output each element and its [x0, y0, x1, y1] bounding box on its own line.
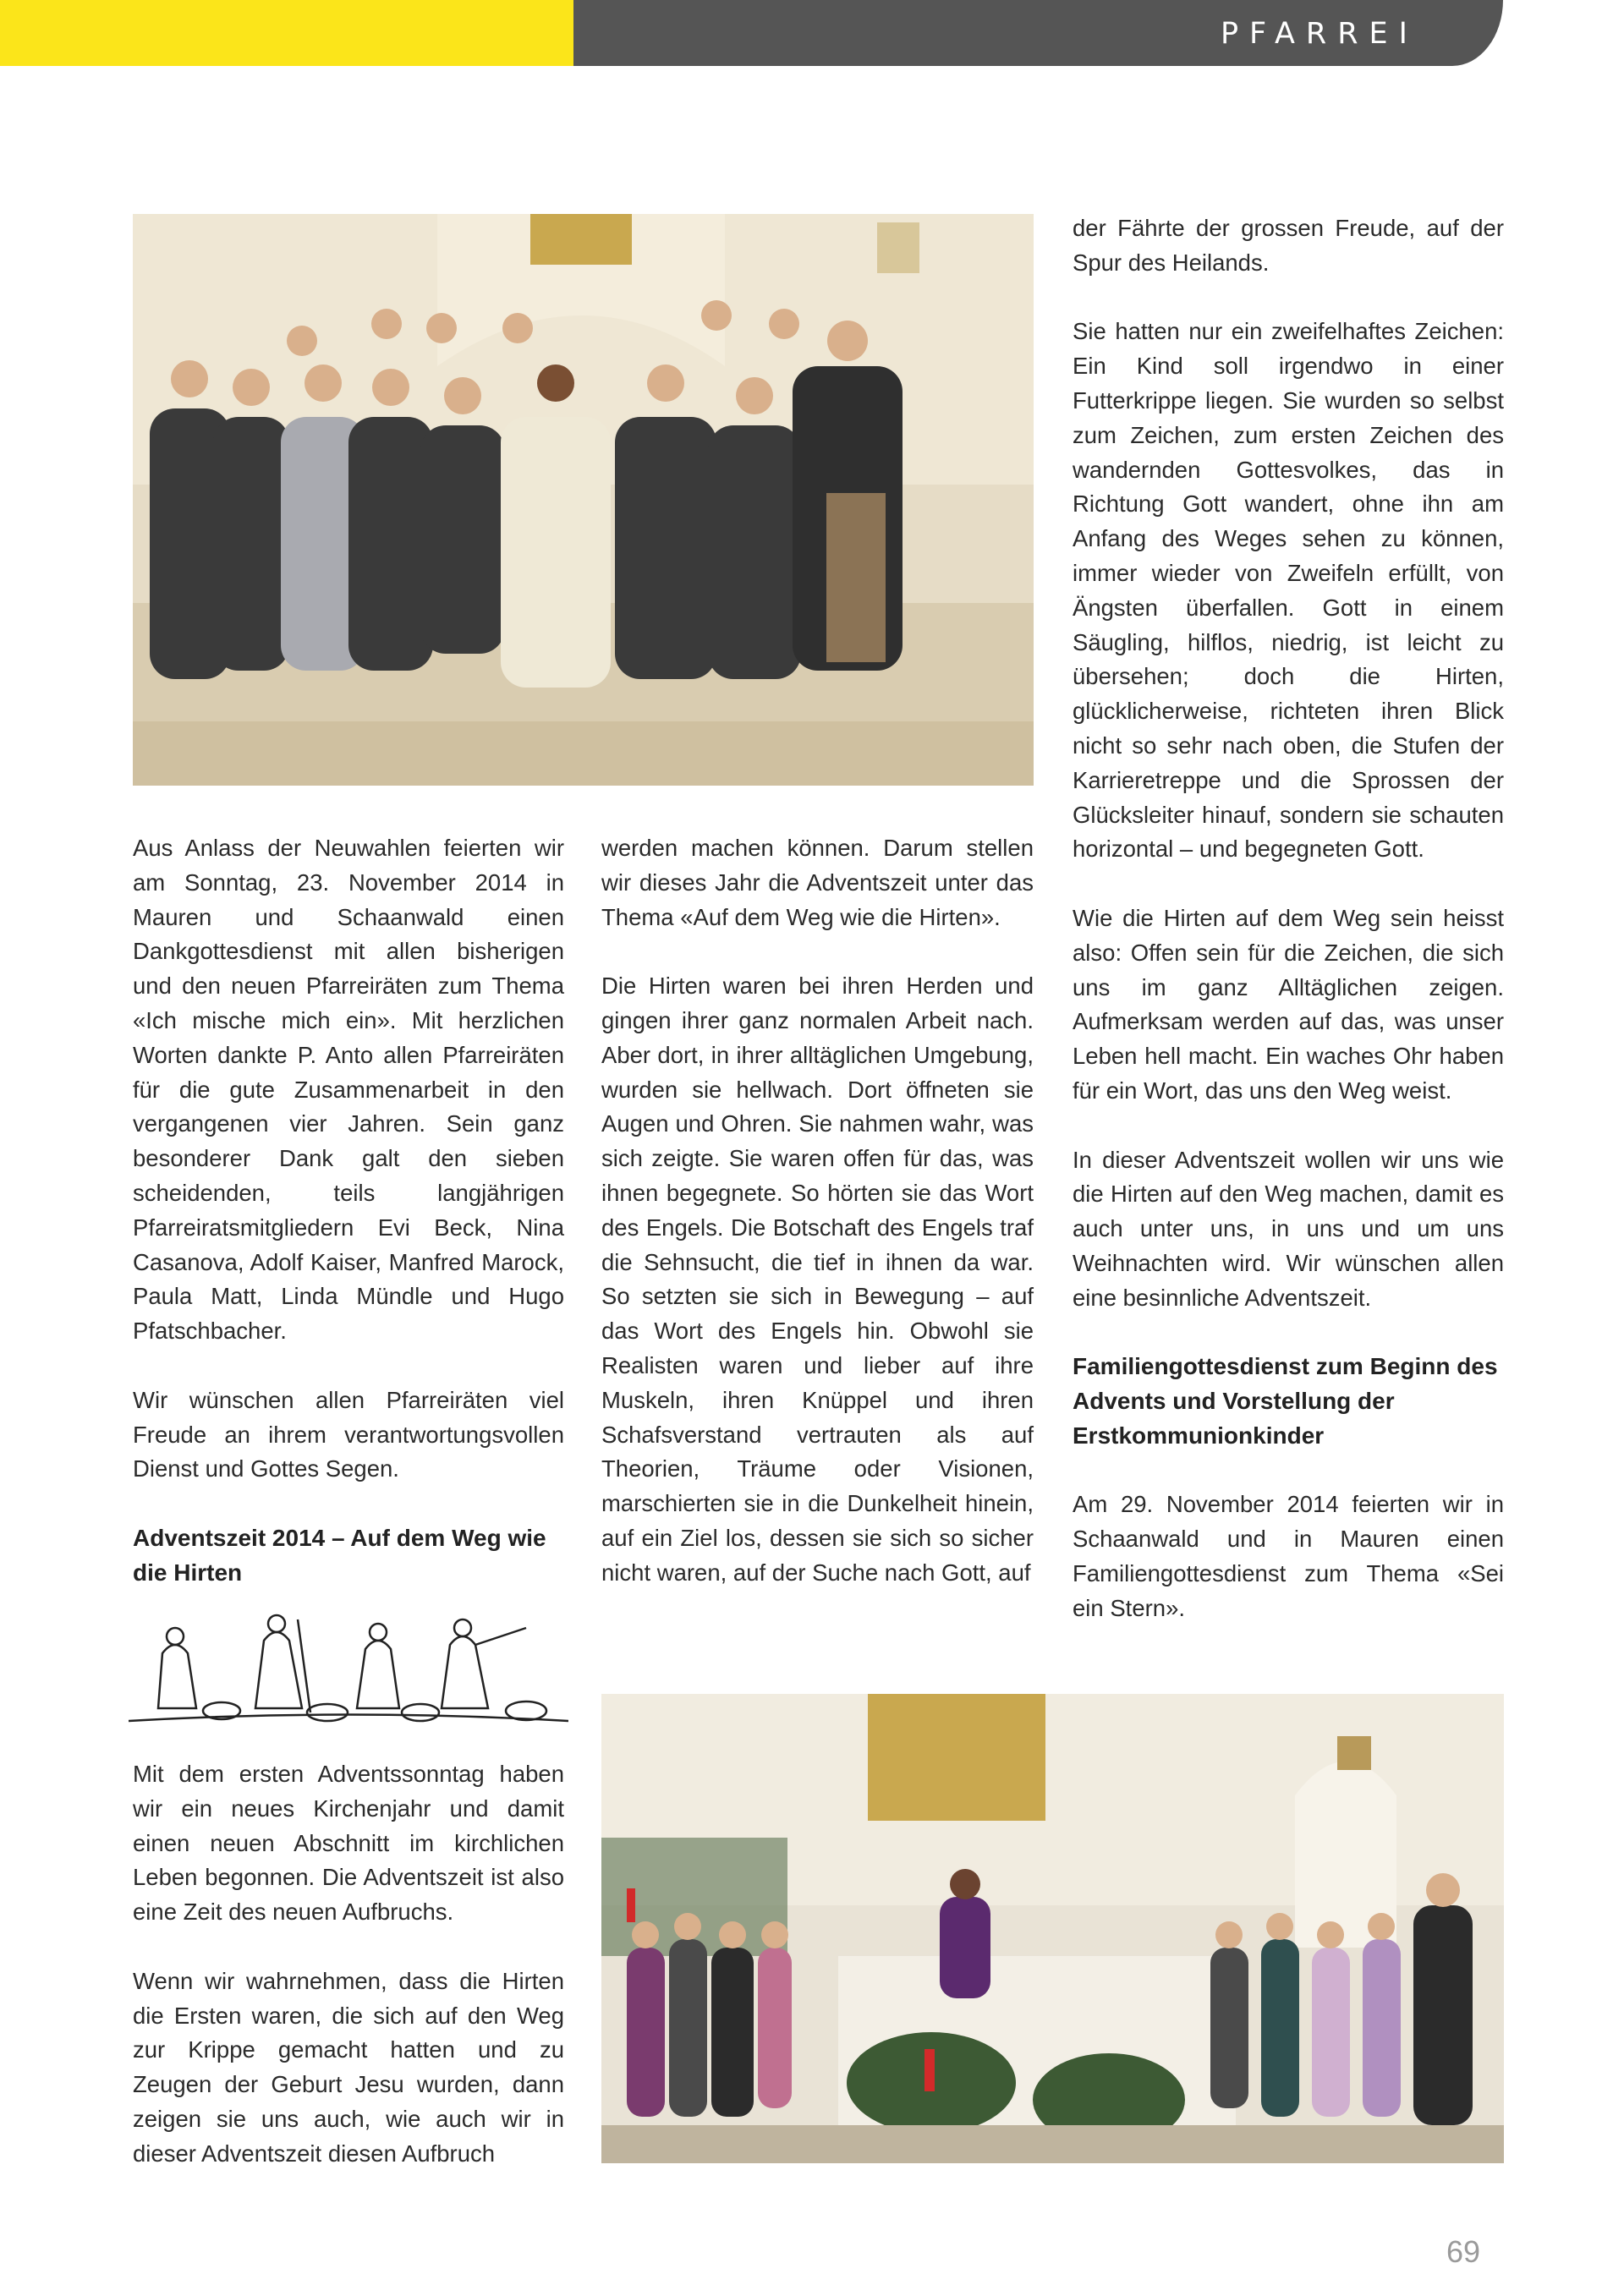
group-photo [133, 214, 1034, 786]
paragraph: der Fährte der grossen Freude, auf der Spur des Heilands. [1073, 215, 1504, 276]
shepherds-illustration [129, 1611, 568, 1729]
column-1-top [133, 831, 564, 1625]
children-altar-photo [601, 1694, 1504, 2163]
paragraph: Wenn wir wahrnehmen, dass die Hirten die Ersten waren, die sich auf den Weg zur Krippe gemacht hatten und zu Zeugen der Geburt Jesu wurden, dann zeigen sie uns auch, wie auch wir in dieser Adventszeit diesen Aufbruch [133, 1967, 564, 2167]
paragraph: werden machen können. Darum stellen wir dieses Jahr die Adventszeit unter das Thema «Auf dem Weg wie die Hirten». [601, 835, 1034, 930]
paragraph: Wie die Hirten auf dem Weg sein heisst also: Offen sein für die Zeichen, die sich uns im ganz Alltäglichen zeigen. Aufmerksam werden auf das, was unser Leben hell macht. Ein waches Ohr haben für ein Wort, das uns den Weg weist. [1073, 904, 1504, 1104]
paragraph: In dieser Adventszeit wollen wir uns wie die Hirten auf den Weg machen, damit es auch unter uns, in uns und um uns Weihnachten wird. Wir wünschen allen eine besinnliche Adventszeit. [1073, 1146, 1504, 1311]
paragraph: Die Hirten waren bei ihren Herden und gingen ihrer ganz normalen Arbeit nach. Aber dort, in ihrer alltäglichen Umgebung, wurden sie hellwach. Dort öffneten sie Augen und Ohren. Sie nahmen wahr, was sich zeigte. Sie waren offen für das, was ihnen begegnete. So hörten sie das Wort des Engels. Die Botschaft des Engels traf die Sehnsucht, die tief in ihnen da war. So setzten sie sich in Bewegung – auf das Wort des Engels hin. Obwohl sie Realisten waren und lieber auf ihre Muskeln, ihren Knüppel und ihren Schafsverstand vertrauten als auf Theorien, Träume oder Visionen, marschierten sie in die Dunkelheit hinein, auf ein Ziel los, dessen sie sich so sicher nicht waren, auf der Suche nach Gott, auf [601, 973, 1034, 1586]
section-heading: Familiengottesdienst zum Beginn des Advents und Vorstellung der Erstkommunionkinder [1073, 1353, 1498, 1449]
column-3 [1073, 211, 1504, 1660]
page-number: 69 [1446, 2234, 1481, 2269]
header-accent-bar [0, 0, 573, 66]
paragraph: Wir wünschen allen Pfarreiräten viel Freude an ihrem verantwortungsvollen Dienst und Gottes Segen. [133, 1386, 564, 1482]
paragraph: Sie hatten nur ein zweifelhaftes Zeichen: Ein Kind soll irgendwo in einer Futterkrippe liegen. Sie wurden so selbst zum Zeichen, zum ersten Zeichen des wandernden Gottesvolkes, das in Richtung Gott wandert, ohne ihn am Anfang des Weges sehen zu können, immer wieder von Zweifeln erfüllt, von Ängsten überfallen. Gott in einem Säugling, hilflos, niedrig, ist leicht zu übersehen; doch die Hirten, glücklicherweise, richteten ihren Blick nicht so sehr nach oben, die Stufen der Karrieretreppe und die Sprossen der Glücksleiter hinauf, sondern sie schauten horizontal – und begegneten Gott. [1073, 318, 1504, 863]
paragraph: Mit dem ersten Adventssonntag haben wir ein neues Kirchenjahr und damit einen neuen Abschnitt im kirchlichen Leben begonnen. Die Adventszeit ist also eine Zeit des neuen Aufbruchs. [133, 1761, 564, 1926]
section-heading: Adventszeit 2014 – Auf dem Weg wie die Hirten [133, 1524, 546, 1586]
column-2 [601, 831, 1034, 1625]
section-header [573, 0, 1503, 66]
section-title: PFARREI [1220, 17, 1418, 51]
column-1-bottom [133, 1757, 564, 2206]
paragraph: Am 29. November 2014 feierten wir in Schaanwald und in Mauren einen Familiengottesdienst zum Thema «Sei ein Stern». [1073, 1491, 1504, 1621]
paragraph: Aus Anlass der Neuwahlen feierten wir am Sonntag, 23. November 2014 in Mauren und Schaanwald einen Dankgottesdienst mit allen bisherigen und den neuen Pfarreiräten zum Thema «Ich mische mich ein». Mit herzlichen Worten dankte P. Anto allen Pfarreiräten für die gute Zusammenarbeit in den vergangenen vier Jahren. Sein ganz besonderer Dank galt den sieben scheidenden, teils langjährigen Pfarreiratsmitgliedern Evi Beck, Nina Casanova, Adolf Kaiser, Manfred Marock, Paula Matt, Linda Mündle und Hugo Pfatschbacher. [133, 835, 564, 1345]
